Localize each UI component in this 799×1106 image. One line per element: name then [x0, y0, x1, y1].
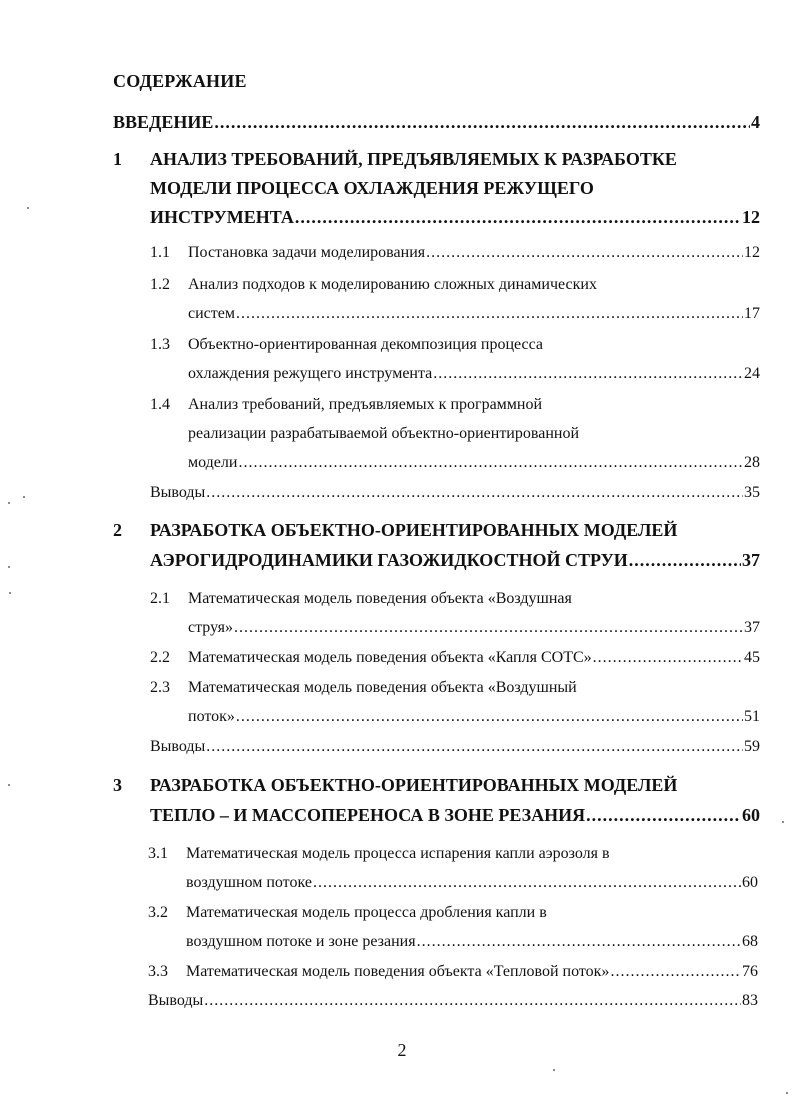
- section-title-line: Математическая модель поведения объекта «Капля СОТС»: [188, 649, 592, 666]
- toc-page-ref: 51: [744, 708, 760, 725]
- dot-leader: [417, 933, 741, 951]
- toc-page-ref: 76: [742, 963, 758, 980]
- section-number: 1.1: [150, 244, 170, 261]
- toc-entry-chapter-1[interactable]: [150, 207, 760, 228]
- chapter-title-line: РАЗРАБОТКА ОБЪЕКТНО-ОРИЕНТИРОВАННЫХ МОДЕЛЕЙ: [150, 520, 678, 540]
- section-number: 3.1: [148, 845, 168, 862]
- toc-page-ref: 45: [744, 649, 760, 666]
- page-number: 2: [397, 1040, 407, 1060]
- chapter-title-line: АЭРОГИДРОДИНАМИКИ ГАЗОЖИДКОСТНОЙ СТРУИ: [150, 550, 628, 570]
- conclusion-label: Выводы: [150, 484, 206, 501]
- dot-leader: [238, 454, 743, 472]
- dot-leader: [204, 992, 741, 1010]
- section-number: 1.3: [150, 336, 170, 353]
- toc-entry-section[interactable]: [186, 874, 758, 892]
- toc-page-ref: 28: [744, 454, 760, 471]
- toc-entry-conclusion[interactable]: [150, 738, 760, 756]
- toc-entry-section[interactable]: [188, 649, 760, 667]
- section-title-line: Математическая модель процесса дробления капли в: [186, 904, 547, 921]
- conclusion-label: Выводы: [150, 738, 206, 755]
- toc-page-ref: 12: [744, 244, 760, 261]
- dot-leader: [214, 112, 750, 133]
- toc-entry-label: ВВЕДЕНИЕ: [113, 112, 214, 132]
- toc-entry-section[interactable]: [188, 305, 760, 323]
- section-title-line: струя»: [188, 619, 234, 636]
- section-number: 3.3: [148, 963, 168, 980]
- section-title-line: Анализ требований, предъявляемых к программной: [188, 396, 543, 413]
- toc-page-ref: 24: [744, 365, 760, 382]
- toc-page-ref: 35: [744, 484, 760, 501]
- dot-leader: [426, 244, 743, 262]
- section-title-line: воздушном потоке: [186, 874, 312, 891]
- toc-entry-section[interactable]: [188, 454, 760, 472]
- toc-page-ref: 12: [742, 207, 760, 227]
- dot-leader: [610, 963, 741, 981]
- section-title-line: реализации разрабатываемой объектно-ориентированной: [188, 425, 579, 442]
- section-number: 3.2: [148, 904, 168, 921]
- scan-speck: [9, 592, 11, 594]
- dot-leader: [236, 708, 743, 726]
- scan-speck: [786, 1092, 788, 1094]
- chapter-number: 2: [113, 520, 122, 540]
- scan-speck: [8, 784, 10, 786]
- section-title-line: систем: [188, 305, 235, 322]
- toc-page-ref: 59: [744, 738, 760, 755]
- scan-speck: [8, 502, 10, 504]
- toc-page-ref: 60: [742, 874, 758, 891]
- dot-leader: [586, 805, 741, 826]
- toc-entry-section[interactable]: [186, 933, 758, 951]
- section-title-line: охлаждения режущего инструмента: [188, 365, 433, 382]
- toc-entry-section[interactable]: [186, 963, 758, 981]
- toc-entry-section[interactable]: [188, 619, 760, 637]
- section-title-line: Математическая модель поведения объекта «Тепловой поток»: [186, 963, 610, 980]
- toc-entry-conclusion[interactable]: [150, 484, 760, 502]
- section-title-line: Объектно-ориентированная декомпозиция процесса: [188, 336, 544, 353]
- toc-entry-chapter-3[interactable]: [150, 805, 760, 826]
- dot-leader: [295, 207, 741, 228]
- section-title-line: Постановка задачи моделирования: [188, 244, 426, 261]
- toc-entry-section[interactable]: [188, 365, 760, 383]
- toc-page-ref: 83: [742, 992, 758, 1009]
- toc-page-ref: 17: [744, 305, 760, 322]
- chapter-number: 1: [113, 149, 122, 169]
- toc-entry-chapter-2[interactable]: [150, 550, 760, 571]
- section-number: 2.2: [150, 649, 170, 666]
- section-title-line: Анализ подходов к моделированию сложных динамических: [188, 276, 597, 293]
- dot-leader: [593, 649, 743, 667]
- dot-leader: [206, 738, 743, 756]
- chapter-title-line: АНАЛИЗ ТРЕБОВАНИЙ, ПРЕДЪЯВЛЯЕМЫХ К РАЗРАБОТКЕ: [150, 149, 677, 169]
- scan-speck: [23, 496, 25, 498]
- dot-leader: [629, 550, 741, 571]
- toc-page-ref: 37: [742, 550, 760, 570]
- chapter-title-line: МОДЕЛИ ПРОЦЕССА ОХЛАЖДЕНИЯ РЕЖУЩЕГО: [150, 178, 594, 198]
- toc-entry-intro[interactable]: [113, 112, 760, 133]
- dot-leader: [236, 305, 743, 323]
- toc-page-ref: 68: [742, 933, 758, 950]
- section-title-line: Математическая модель поведения объекта «Воздушная: [188, 590, 572, 607]
- toc-entry-section[interactable]: [188, 708, 760, 726]
- scan-speck: [553, 1069, 555, 1071]
- toc-entry-conclusion[interactable]: [148, 992, 758, 1010]
- chapter-title-line: ИНСТРУМЕНТА: [150, 207, 294, 227]
- section-title-line: поток»: [188, 708, 235, 725]
- dot-leader: [206, 484, 743, 502]
- section-number: 1.2: [150, 276, 170, 293]
- toc-page-ref: 60: [742, 805, 760, 825]
- chapter-title-line: РАЗРАБОТКА ОБЪЕКТНО-ОРИЕНТИРОВАННЫХ МОДЕЛЕЙ: [150, 775, 678, 795]
- dot-leader: [313, 874, 741, 892]
- scan-speck: [8, 566, 10, 568]
- section-title-line: воздушном потоке и зоне резания: [186, 933, 416, 950]
- toc-heading: СОДЕРЖАНИЕ: [113, 71, 247, 91]
- section-title-line: модели: [188, 454, 238, 471]
- section-title-line: Математическая модель процесса испарения капли аэрозоля в: [186, 845, 610, 862]
- section-number: 1.4: [150, 396, 170, 413]
- dot-leader: [433, 365, 743, 383]
- scan-speck: [27, 207, 29, 209]
- toc-entry-section[interactable]: [188, 244, 760, 262]
- section-number: 2.1: [150, 590, 170, 607]
- conclusion-label: Выводы: [148, 992, 204, 1009]
- toc-page-ref: 37: [744, 619, 760, 636]
- chapter-number: 3: [113, 775, 122, 795]
- section-title-line: Математическая модель поведения объекта «Воздушный: [188, 679, 577, 696]
- dot-leader: [234, 619, 743, 637]
- section-number: 2.3: [150, 679, 170, 696]
- chapter-title-line: ТЕПЛО – И МАССОПЕРЕНОСА В ЗОНЕ РЕЗАНИЯ: [150, 805, 586, 825]
- toc-page-ref: 4: [751, 112, 760, 132]
- scan-speck: [782, 821, 784, 823]
